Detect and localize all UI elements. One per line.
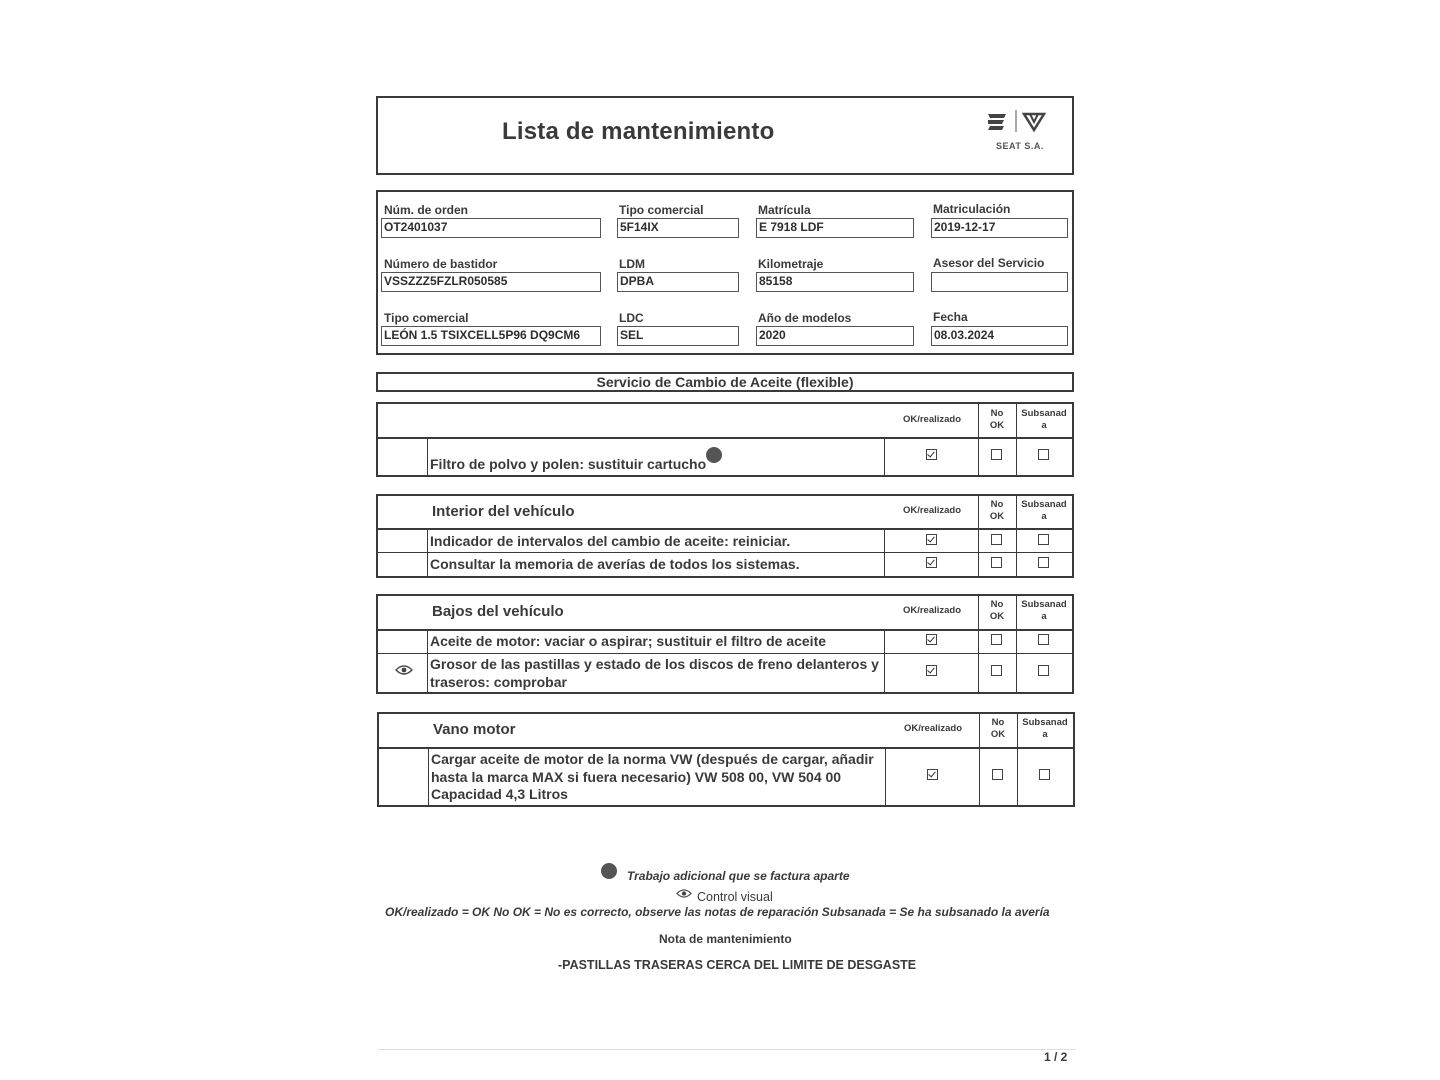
- fixed-checkbox[interactable]: [1038, 634, 1049, 645]
- ok-checkbox[interactable]: [926, 449, 937, 460]
- ldc-label: LDC: [619, 311, 644, 325]
- plate-field: E 7918 LDF: [756, 218, 914, 238]
- nok-checkbox[interactable]: [991, 557, 1002, 568]
- registration-date-label: Matriculación: [933, 202, 1011, 216]
- brand-label: SEAT S.A.: [996, 141, 1044, 151]
- commercial-type-label: Tipo comercial: [619, 203, 704, 217]
- vin-field: VSSZZZ5FZLR050585: [381, 272, 601, 292]
- maintenance-note-title: Nota de mantenimiento: [659, 932, 792, 946]
- extra-work-dot-icon: [601, 863, 617, 879]
- fixed-checkbox[interactable]: [1038, 665, 1049, 676]
- list-item: Indicador de intervalos del cambio de aceite: reiniciar.: [430, 533, 791, 549]
- section-title: Interior del vehículo: [432, 503, 575, 520]
- registration-date-field: 2019-12-17: [931, 218, 1068, 238]
- section-title: Bajos del vehículo: [432, 603, 564, 620]
- service-title: Servicio de Cambio de Aceite (flexible): [376, 372, 1074, 392]
- nok-checkbox[interactable]: [992, 769, 1003, 780]
- commercial-type-2-field: LEÓN 1.5 TSIXCELL5P96 DQ9CM6: [381, 326, 601, 346]
- maintenance-note: -PASTILLAS TRASERAS CERCA DEL LIMITE DE DESGASTE: [558, 958, 917, 972]
- col-fixed-header: Subsanad a: [1021, 599, 1067, 622]
- list-item: Cargar aceite de motor de la norma VW (después de cargar, añadir hasta la marca MAX si fuera necesario) VW 508 00, VW 504 00 Capacidad 4,3 Litros: [431, 751, 874, 802]
- extra-work-dot-icon: [706, 447, 722, 463]
- col-ok-header: OK/realizado: [902, 414, 962, 425]
- nok-checkbox[interactable]: [991, 534, 1002, 545]
- service-advisor-label: Asesor del Servicio: [933, 256, 1045, 270]
- col-fixed-header: Subsanad a: [1021, 499, 1067, 522]
- col-nok-header: No OK: [989, 599, 1005, 622]
- col-fixed-header: Subsanad a: [1021, 408, 1067, 431]
- cupra-logo-icon: [1024, 114, 1044, 130]
- ok-checkbox[interactable]: [926, 665, 937, 676]
- ldm-field: DPBA: [617, 272, 739, 292]
- model-year-field: 2020: [756, 326, 914, 346]
- order-number-label: Núm. de orden: [384, 203, 469, 217]
- legend-meaning: OK/realizado = OK No OK = No es correcto, observe las notas de reparación Subsanada = Se ha subsanado la avería: [385, 905, 1050, 919]
- mileage-label: Kilometraje: [758, 257, 824, 271]
- list-item: Filtro de polvo y polen: sustituir cartucho: [430, 456, 707, 472]
- list-item: Grosor de las pastillas y estado de los discos de freno delanteros y traseros: comprobar: [430, 656, 879, 690]
- col-nok-header: No OK: [989, 499, 1005, 522]
- mileage-field: 85158: [756, 272, 914, 292]
- commercial-type-2-label: Tipo comercial: [384, 311, 469, 325]
- model-year-label: Año de modelos: [758, 311, 852, 325]
- seat-logo-icon: [988, 114, 1006, 130]
- page-number: 1 / 2: [1044, 1050, 1068, 1064]
- col-ok-header: OK/realizado: [902, 505, 962, 516]
- fixed-checkbox[interactable]: [1038, 534, 1049, 545]
- ldc-field: SEL: [617, 326, 739, 346]
- ok-checkbox[interactable]: [927, 769, 938, 780]
- nok-checkbox[interactable]: [991, 449, 1002, 460]
- fixed-checkbox[interactable]: [1038, 449, 1049, 460]
- ok-checkbox[interactable]: [926, 534, 937, 545]
- ok-checkbox[interactable]: [926, 557, 937, 568]
- order-number-field: OT2401037: [381, 218, 601, 238]
- list-item: Aceite de motor: vaciar o aspirar; sustituir el filtro de aceite: [430, 633, 827, 649]
- fixed-checkbox[interactable]: [1038, 557, 1049, 568]
- eye-icon: [395, 664, 413, 679]
- nok-checkbox[interactable]: [991, 665, 1002, 676]
- col-nok-header: No OK: [990, 717, 1006, 740]
- commercial-type-field: 5F14IX: [617, 218, 739, 238]
- date-field: 08.03.2024: [931, 326, 1068, 346]
- nok-checkbox[interactable]: [991, 634, 1002, 645]
- col-ok-header: OK/realizado: [902, 605, 962, 616]
- plate-label: Matrícula: [758, 203, 811, 217]
- page-title: Lista de mantenimiento: [502, 118, 775, 145]
- legend-extra-work: Trabajo adicional que se factura aparte: [627, 869, 850, 883]
- eye-icon: [676, 887, 692, 902]
- list-item: Consultar la memoria de averías de todos los sistemas.: [430, 556, 800, 572]
- fixed-checkbox[interactable]: [1039, 769, 1050, 780]
- col-fixed-header: Subsanad a: [1022, 717, 1068, 740]
- section-title: Vano motor: [433, 721, 516, 738]
- vin-label: Número de bastidor: [384, 257, 498, 271]
- service-advisor-field: [931, 272, 1068, 292]
- legend-visual-control: Control visual: [697, 890, 773, 904]
- footer-divider: [378, 1049, 1076, 1050]
- col-nok-header: No OK: [989, 408, 1005, 431]
- date-label: Fecha: [933, 310, 968, 324]
- col-ok-header: OK/realizado: [903, 723, 963, 734]
- ok-checkbox[interactable]: [926, 634, 937, 645]
- ldm-label: LDM: [619, 257, 645, 271]
